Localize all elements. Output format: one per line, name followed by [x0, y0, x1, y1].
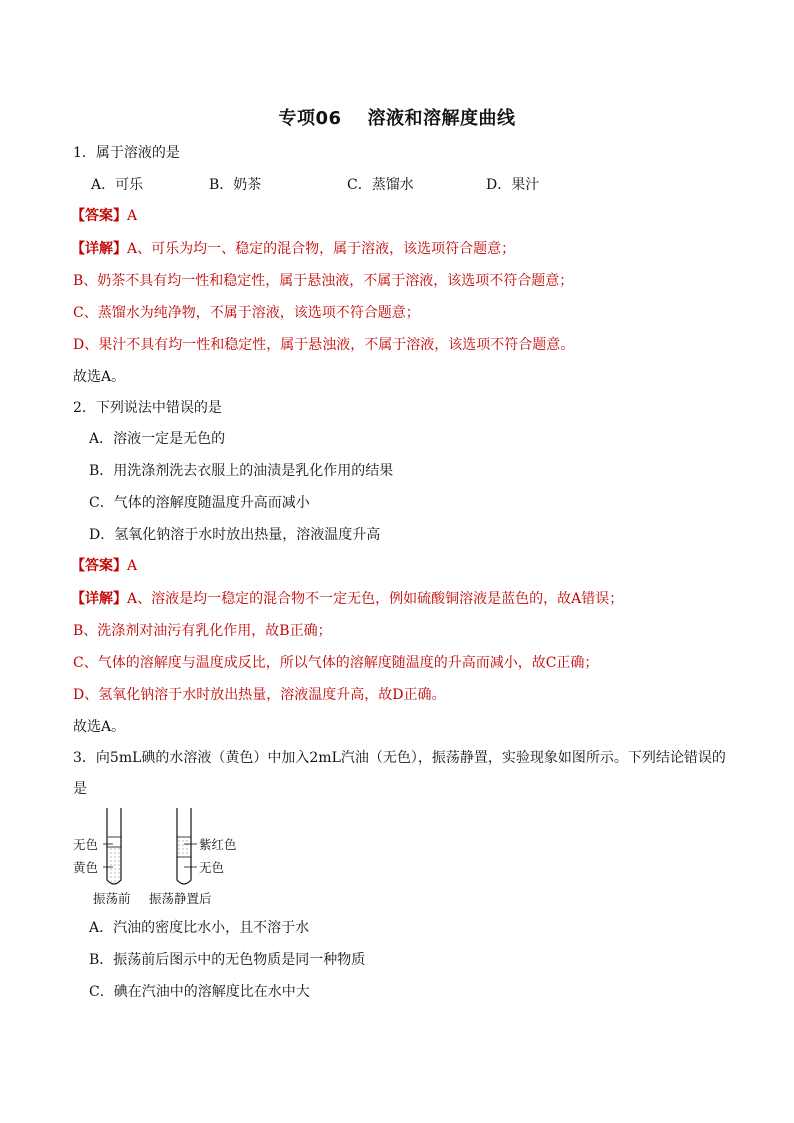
label-before-top: 无色 [73, 837, 99, 852]
q1-option-c: C．蒸馏水 [347, 177, 414, 193]
q2-detail-line-d: D、氢氧化钠溶于水时放出热量，溶液温度升高，故D正确。 [73, 687, 446, 703]
q3-option-c: C．碘在汽油中的溶解度比在水中大 [89, 984, 310, 1000]
q3-option-a: A．汽油的密度比水小，且不溶于水 [89, 920, 310, 936]
q1-conclusion: 故选A。 [73, 369, 126, 385]
q3-stem-line2: 是 [73, 781, 87, 797]
caption-after: 振荡静置后 [149, 891, 212, 906]
q2-option-c: C．气体的溶解度随温度升高而减小 [89, 495, 310, 511]
q2-detail-first [71, 589, 623, 609]
q1-detail-first [71, 239, 515, 259]
q2-conclusion: 故选A。 [73, 719, 126, 735]
q1-option-a: A．可乐 [91, 177, 144, 193]
q1-option-b: B．奶茶 [209, 177, 262, 193]
q2-detail-line-c: C、气体的溶解度与温度成反比，所以气体的溶解度随温度的升高而减小，故C正确； [73, 655, 599, 671]
label-before-bottom: 黄色 [73, 860, 99, 875]
q1-detail-first-text: A、可乐为均一、稳定的混合物，属于溶液，该选项符合题意； [127, 241, 516, 257]
q2-answer-label: 【答案】 [71, 558, 127, 574]
q1-detail-line-d: D、果汁不具有均一性和稳定性，属于悬浊液，不属于溶液，该选项不符合题意。 [73, 337, 575, 353]
q1-answer-label: 【答案】 [71, 208, 127, 224]
q2-answer-value: A [127, 558, 138, 574]
q2-option-b: B．用洗涤剂洗去衣服上的油渍是乳化作用的结果 [89, 463, 394, 479]
title-label: 专项06 [278, 108, 342, 129]
label-after-top: 紫红色 [199, 837, 237, 852]
test-tube-before [103, 808, 121, 884]
q2-stem: 2．下列说法中错误的是 [73, 400, 222, 416]
q1-stem: 1．属于溶液的是 [73, 145, 180, 161]
q1-option-d: D．果汁 [486, 177, 540, 193]
test-tube-after [177, 808, 197, 884]
q1-answer-value: A [127, 208, 138, 224]
q1-detail-line-c: C、蒸馏水为纯净物，不属于溶液，该选项不符合题意； [73, 305, 420, 321]
q2-detail-line-b: B、洗涤剂对油污有乳化作用，故B正确； [73, 623, 332, 639]
title-subtitle: 溶液和溶解度曲线 [367, 108, 516, 129]
page-title [0, 104, 794, 130]
q3-option-b: B．振荡前后图示中的无色物质是同一种物质 [89, 952, 366, 968]
q1-detail-line-b: B、奶茶不具有均一性和稳定性，属于悬浊液，不属于溶液，该选项不符合题意； [73, 273, 574, 289]
q2-option-d: D．氢氧化钠溶于水时放出热量，溶液温度升高 [89, 527, 381, 543]
q1-detail-label: 【详解】 [71, 241, 127, 257]
q2-detail-first-text: A、溶液是均一稳定的混合物不一定无色，例如硫酸铜溶液是蓝色的，故A错误； [127, 591, 624, 607]
q2-option-a: A．溶液一定是无色的 [89, 431, 226, 447]
q3-stem-line1: 3．向5mL碘的水溶液（黄色）中加入2mL汽油（无色），振荡静置，实验现象如图所示。下列结论错误的 [73, 750, 726, 766]
label-after-bottom: 无色 [199, 860, 225, 875]
q1-answer [71, 206, 137, 226]
q2-answer [71, 556, 137, 576]
caption-before: 振荡前 [93, 891, 131, 906]
q2-detail-label: 【详解】 [71, 591, 127, 607]
test-tube-figure [66, 808, 266, 908]
